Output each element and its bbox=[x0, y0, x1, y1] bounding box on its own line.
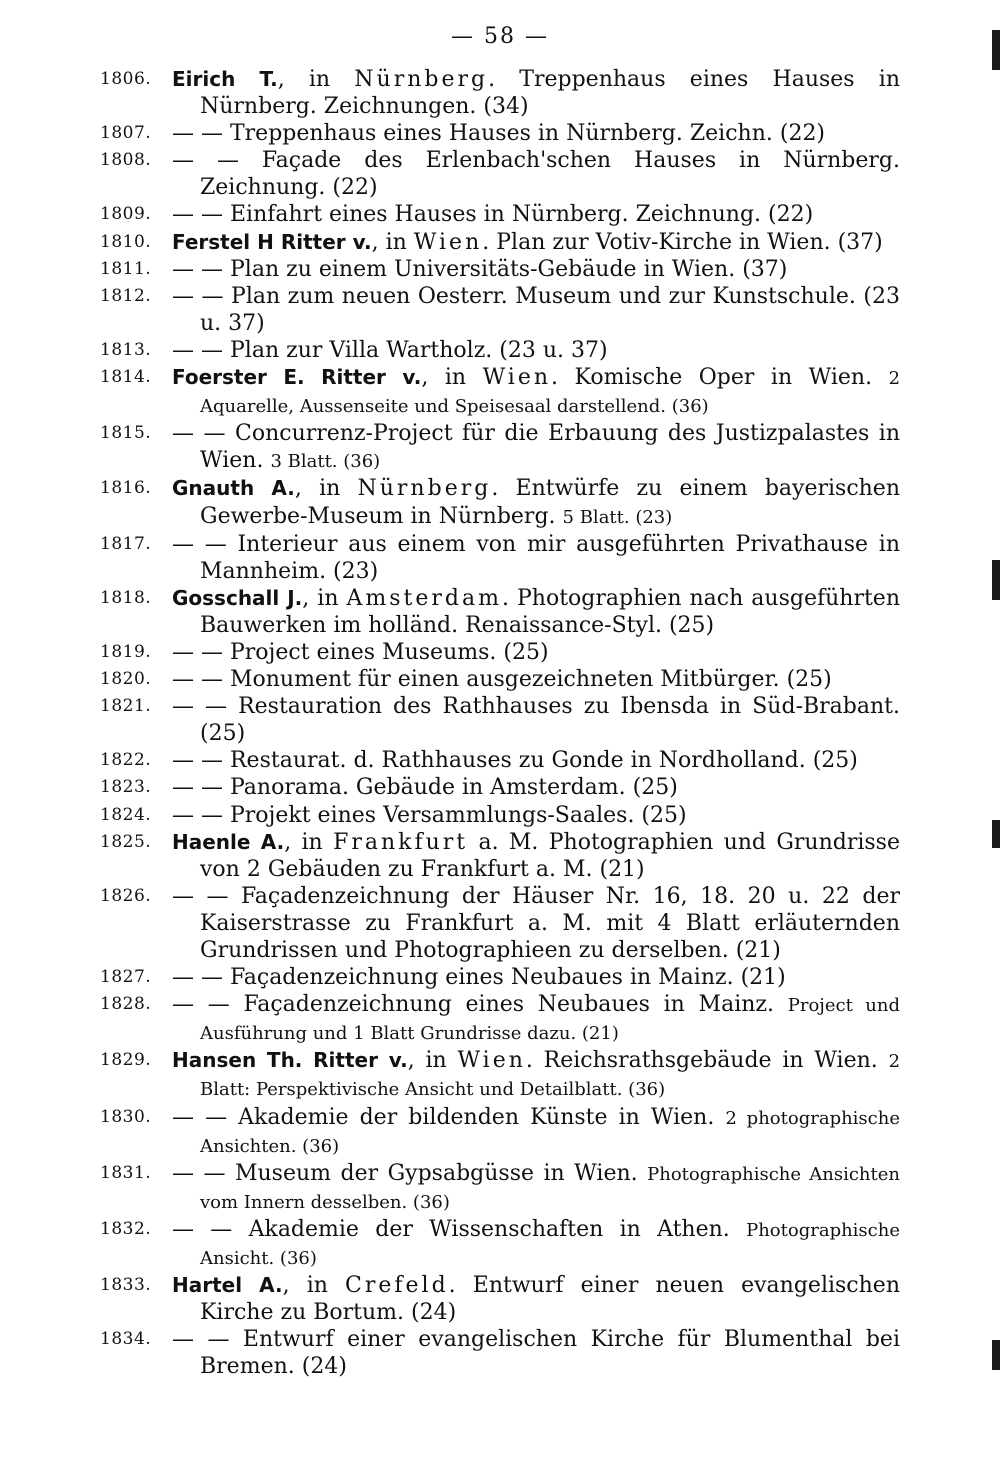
catalog-entry bbox=[100, 964, 900, 991]
entry-body bbox=[172, 1326, 900, 1380]
catalog-entries bbox=[100, 66, 900, 1381]
catalog-entry bbox=[100, 120, 900, 147]
entry-number: 1815. bbox=[100, 423, 152, 444]
entry-number: 1834. bbox=[100, 1329, 152, 1350]
entry-text: . Reichsrathsgebäude in Wien. bbox=[525, 1048, 878, 1074]
entry-body bbox=[172, 420, 900, 475]
entry-text: . Komische Oper in Wien. bbox=[551, 365, 873, 391]
edge-mark bbox=[992, 1340, 1000, 1370]
entry-body bbox=[172, 585, 900, 639]
entry-note: Project und Ausführung und 1 Blatt Grundrisse dazu. (21) bbox=[200, 995, 901, 1045]
entry-text: — — Restaurat. d. Rathhauses zu Gonde in Nordholland. (25) bbox=[172, 748, 858, 774]
catalog-entry bbox=[100, 1047, 900, 1103]
catalog-entry bbox=[100, 420, 900, 475]
entry-text: — — Projekt eines Versammlungs-Saales. (25) bbox=[172, 802, 687, 828]
entry-text: — — Entwurf einer evangelischen Kirche für Blumenthal bei Bremen. (24) bbox=[172, 1327, 900, 1380]
catalog-entry bbox=[100, 531, 900, 585]
entry-number: 1814. bbox=[100, 367, 152, 388]
entry-body bbox=[172, 1104, 900, 1160]
entry-number: 1829. bbox=[100, 1050, 152, 1071]
entry-body bbox=[172, 66, 900, 120]
catalog-entry bbox=[100, 256, 900, 283]
entry-place: Crefeld bbox=[345, 1273, 449, 1299]
entry-body bbox=[172, 991, 901, 1047]
entry-place: Wien bbox=[413, 229, 483, 255]
entry-number: 1819. bbox=[100, 641, 152, 662]
entry-number: 1812. bbox=[100, 285, 152, 306]
entry-place: Nürnberg bbox=[354, 67, 489, 92]
entry-body bbox=[172, 747, 900, 774]
entry-text: — — Façadenzeichnung der Häuser Nr. 16, 18. 20 u. 22 der Kaiserstrasse zu Frankfurt a. M. mit 4 Blatt erläuternden Grundrissen und Photographieen zu derselben. (21) bbox=[172, 883, 900, 963]
entry-body bbox=[172, 1047, 901, 1103]
entry-note: 2 Blatt: Perspektivische Ansicht und Detailblatt. (36) bbox=[200, 1051, 901, 1101]
entry-body bbox=[172, 1216, 900, 1272]
entry-author: Gnauth A. bbox=[172, 476, 295, 501]
entry-body bbox=[172, 774, 900, 801]
entry-text: — — Façade des Erlenbach'schen Hauses in Nürnberg. Zeichnung. (22) bbox=[172, 148, 900, 201]
entry-number: 1833. bbox=[100, 1275, 152, 1296]
entry-place: Amsterdam bbox=[346, 585, 502, 611]
entry-body bbox=[172, 531, 900, 585]
entry-author: Gosschall J. bbox=[172, 585, 303, 610]
entry-body bbox=[172, 829, 900, 883]
entry-number: 1807. bbox=[100, 123, 152, 144]
entry-note: Photographische Ansicht. (36) bbox=[200, 1219, 900, 1270]
catalog-entry bbox=[100, 201, 900, 228]
entry-number: 1822. bbox=[100, 750, 152, 771]
catalog-entry bbox=[100, 337, 900, 364]
entry-connector: , in bbox=[294, 476, 358, 502]
catalog-entry bbox=[100, 1104, 900, 1160]
catalog-entry bbox=[100, 883, 900, 964]
entry-text: — — Akademie der bildenden Künste in Wien. bbox=[172, 1104, 715, 1130]
entry-body bbox=[172, 229, 900, 256]
entry-author: Ferstel H Ritter v. bbox=[172, 229, 372, 254]
entry-body bbox=[172, 475, 900, 530]
entry-author: Haenle A. bbox=[172, 829, 285, 854]
catalog-entry bbox=[100, 66, 900, 120]
entry-connector: , in bbox=[282, 1273, 346, 1299]
entry-number: 1826. bbox=[100, 885, 152, 906]
entry-connector: , in bbox=[277, 67, 355, 92]
entry-body bbox=[172, 120, 900, 147]
entry-author: Hansen Th. Ritter v. bbox=[172, 1048, 408, 1073]
entry-place: Frankfurt bbox=[333, 829, 469, 855]
entry-connector: , in bbox=[421, 365, 483, 391]
catalog-entry bbox=[100, 774, 900, 801]
entry-body bbox=[172, 364, 901, 420]
catalog-entry bbox=[100, 229, 900, 256]
entry-text: — — Treppenhaus eines Hauses in Nürnberg. Zeichn. (22) bbox=[172, 121, 826, 147]
edge-mark bbox=[992, 560, 1000, 600]
entry-text: — — Concurrenz-Project für die Erbauung des Justizpalastes in Wien. bbox=[172, 421, 900, 474]
entry-number: 1831. bbox=[100, 1162, 152, 1183]
catalog-entry bbox=[100, 283, 900, 337]
entry-body bbox=[172, 337, 900, 364]
catalog-entry bbox=[100, 1216, 900, 1272]
entry-number: 1825. bbox=[100, 831, 152, 852]
entry-note: 3 Blatt. (36) bbox=[270, 451, 381, 473]
entry-text: — — Restauration des Rathhauses zu Ibensda in Süd-Brabant. (25) bbox=[172, 694, 900, 747]
entry-number: 1810. bbox=[100, 231, 152, 252]
entry-text: a. M. Photographien und Grundrisse von 2 Gebäuden zu Frankfurt a. M. (21) bbox=[200, 829, 900, 882]
entry-number: 1816. bbox=[100, 478, 152, 499]
entry-body bbox=[172, 201, 900, 228]
entry-author: Hartel A. bbox=[172, 1273, 283, 1298]
entry-number: 1828. bbox=[100, 994, 152, 1015]
entry-connector: , in bbox=[407, 1048, 458, 1074]
entry-text: — — Façadenzeichnung eines Neubaues in Mainz. (21) bbox=[172, 965, 786, 991]
entry-text: — — Façadenzeichnung eines Neubaues in Mainz. bbox=[172, 992, 774, 1018]
entry-text: — — Museum der Gypsabgüsse in Wien. bbox=[172, 1160, 638, 1186]
entry-body bbox=[172, 964, 900, 991]
entry-body bbox=[172, 147, 900, 201]
catalog-entry bbox=[100, 585, 900, 639]
entry-body bbox=[172, 639, 900, 666]
entry-note: 5 Blatt. (23) bbox=[562, 506, 673, 528]
entry-number: 1808. bbox=[100, 150, 152, 171]
entry-text: — — Akademie der Wissenschaften in Athen. bbox=[172, 1216, 730, 1242]
catalog-entry bbox=[100, 639, 900, 666]
edge-mark bbox=[992, 30, 1000, 70]
entry-body bbox=[172, 693, 900, 747]
entry-text: — — Plan zur Villa Wartholz. (23 u. 37) bbox=[172, 337, 608, 363]
entry-number: 1824. bbox=[100, 804, 152, 825]
entry-author: Eirich T. bbox=[172, 67, 278, 91]
entry-number: 1827. bbox=[100, 967, 152, 988]
entry-body bbox=[172, 883, 900, 964]
entry-number: 1809. bbox=[100, 204, 152, 225]
entry-text: — — Plan zu einem Universitäts-Gebäude in Wien. (37) bbox=[172, 256, 788, 282]
entry-body bbox=[172, 256, 900, 283]
entry-number: 1830. bbox=[100, 1106, 152, 1127]
entry-number: 1818. bbox=[100, 587, 152, 608]
entry-body bbox=[172, 1160, 900, 1216]
entry-note: Photographische Ansichten vom Innern desselben. (36) bbox=[200, 1163, 900, 1213]
entry-text: — — Plan zum neuen Oesterr. Museum und zur Kunstschule. (23 u. 37) bbox=[172, 283, 900, 336]
entry-text: — — Panorama. Gebäude in Amsterdam. (25) bbox=[172, 775, 678, 801]
entry-place: Wien bbox=[457, 1048, 526, 1074]
entry-place: Nürnberg bbox=[357, 476, 492, 502]
catalog-entry bbox=[100, 147, 900, 201]
entry-connector: , in bbox=[302, 585, 347, 611]
entry-text: — — Project eines Museums. (25) bbox=[172, 639, 549, 665]
entry-number: 1811. bbox=[100, 258, 152, 279]
catalog-entry bbox=[100, 747, 900, 774]
entry-number: 1820. bbox=[100, 669, 152, 690]
entry-text: — — Monument für einen ausgezeichneten Mitbürger. (25) bbox=[172, 667, 832, 693]
catalog-entry bbox=[100, 829, 900, 883]
edge-mark bbox=[992, 820, 1000, 848]
entry-connector: , in bbox=[371, 229, 414, 255]
entry-body bbox=[172, 666, 900, 693]
entry-body bbox=[172, 802, 900, 829]
catalog-entry bbox=[100, 666, 900, 693]
entry-note: 2 Aquarelle, Aussenseite und Speisesaal darstellend. (36) bbox=[200, 368, 901, 418]
entry-number: 1823. bbox=[100, 777, 152, 798]
entry-number: 1806. bbox=[100, 69, 152, 89]
entry-text: — — Interieur aus einem von mir ausgeführten Privathause in Mannheim. (23) bbox=[172, 531, 900, 584]
catalog-entry bbox=[100, 1326, 900, 1380]
catalog-entry bbox=[100, 991, 900, 1047]
entry-text: — — Einfahrt eines Hauses in Nürnberg. Zeichnung. (22) bbox=[172, 202, 814, 228]
entry-text: . Entwürfe zu einem bayerischen Gewerbe-Museum in Nürnberg. bbox=[200, 476, 900, 529]
entry-number: 1821. bbox=[100, 696, 152, 717]
catalog-entry bbox=[100, 1272, 900, 1326]
entry-number: 1817. bbox=[100, 533, 152, 554]
entry-text: . Entwurf einer neuen evangelischen Kirche zu Bortum. (24) bbox=[200, 1273, 900, 1326]
entry-author: Foerster E. Ritter v. bbox=[172, 365, 422, 390]
catalog-entry bbox=[100, 1160, 900, 1216]
catalog-entry bbox=[100, 364, 900, 420]
entry-text: . Plan zur Votiv-Kirche in Wien. (37) bbox=[482, 229, 883, 255]
entry-note: 2 photographische Ansichten. (36) bbox=[200, 1107, 900, 1157]
entry-connector: , in bbox=[284, 829, 334, 855]
entry-text: . Treppenhaus eines Hauses in Nürnberg. Zeichnungen. (34) bbox=[200, 67, 900, 120]
entry-body bbox=[172, 283, 900, 337]
entry-place: Wien bbox=[482, 365, 552, 391]
entry-number: 1832. bbox=[100, 1218, 152, 1239]
page-number: — 58 — bbox=[451, 24, 549, 49]
entry-body bbox=[172, 1272, 900, 1326]
catalog-entry bbox=[100, 475, 900, 530]
catalog-entry bbox=[100, 693, 900, 747]
entry-text: . Photographien nach ausgeführten Bauwerken im holländ. Renaissance-Styl. (25) bbox=[200, 585, 900, 638]
catalog-entry bbox=[100, 802, 900, 829]
entry-number: 1813. bbox=[100, 339, 152, 360]
